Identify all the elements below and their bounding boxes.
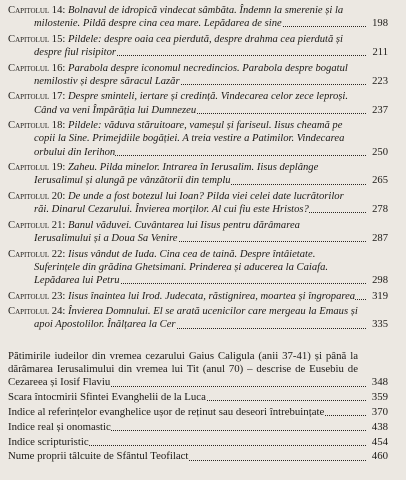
page-number: 319 [372,290,388,302]
toc-entry-appendix[interactable] [8,436,388,449]
page-number: 211 [372,47,388,58]
chapter-title: Învierea Domnului. El se arată ucenicilor care mergeau la Emaus și apoi Apostolilor. Înălțarea la Cer [34,306,358,331]
page-number: 298 [372,274,388,286]
toc-entry-chapter-20[interactable] [8,190,388,216]
chapter-title: Bolnavul de idropică vindecat sâmbăta. Îndemn la smerenie și la milostenie. Pildă despre cina cea mare. Lepădarea de sine [34,5,344,30]
appendix-title: Indice al referințelor evanghelice ușor de reținut sau deseori întrebuințate [8,406,325,418]
appendix-title: Scara întocmirii Sfintei Evanghelii de la Luca [8,391,206,404]
chapter-title: Parabola despre iconomul necredincios. Parabola despre bogatul nemilostiv și despre săracul Lazăr [34,62,348,87]
page-number: 250 [372,146,388,158]
toc-entry-chapter-24[interactable] [8,305,388,331]
page-number: 460 [371,450,388,463]
toc-entry-appendix[interactable] [8,350,388,390]
toc-entry-chapter-15[interactable] [8,33,388,59]
page-number: 438 [371,420,388,433]
chapter-label: Capitolul 20: [8,190,66,202]
toc-entry-chapter-14[interactable] [8,4,388,30]
chapter-title: Zaheu. Pilda minelor. Intrarea în Ierusalim. Iisus deplânge Ierusalimul și alungă pe vânzătorii din templu [34,162,319,187]
appendix-toc [8,350,388,465]
appendix-title: Pătimirile iudeilor din vremea cezarului Gaius Caligula (anii 37-41) și până la dărâmarea Ierusalimului din vremea lui Tit (anul 70) – descrise de Eusebiu de Cezareea și Iosif Flaviu [8,350,358,389]
chapter-title: De unde a fost botezul lui Ioan? Pilda viei celei date lucrătorilor răi. Dinarul Cezarului. Învierea morților. Al cui fiu este Hristos? [34,190,344,216]
chapter-label: Capitolul 19: [8,162,66,174]
page-number: 198 [372,18,388,30]
chapter-toc [8,4,388,334]
toc-entry-chapter-23[interactable] [8,290,388,303]
page-number: 348 [371,376,388,389]
page-number: 278 [372,204,388,216]
page-number: 265 [372,175,388,187]
page-number: 370 [371,406,388,418]
chapter-title: Despre sminteli, iertare și credință. Vindecarea celor zece leproși. Când va veni Împărăția lui Dumnezeu [34,91,348,116]
chapter-title: Banul văduvei. Cuvântarea lui Iisus pentru dărâmarea Ierusalimului și a Doua Sa Venire [34,219,300,244]
toc-entry-appendix[interactable] [8,391,388,404]
chapter-label: Capitolul 22: [8,248,66,260]
toc-entry-chapter-22[interactable] [8,248,388,288]
toc-entry-chapter-19[interactable] [8,161,388,187]
page-number: 287 [372,232,388,244]
chapter-label: Capitolul 24: [8,306,66,318]
chapter-label: Capitolul 15: [8,33,66,45]
page-number: 335 [372,319,388,331]
appendix-title: Nume proprii tâlcuite de Sfântul Teofilact [8,450,189,463]
chapter-label: Capitolul 21: [8,219,66,231]
page-number: 237 [372,104,388,116]
toc-entry-chapter-21[interactable] [8,219,388,245]
toc-entry-chapter-16[interactable] [8,62,388,88]
toc-entry-appendix[interactable] [8,421,388,434]
toc-entry-appendix[interactable] [8,450,388,463]
chapter-title: Pildele: despre oaia cea pierdută, despre drahma cea pierdută și despre fiul risipitor [34,33,343,58]
page-number: 359 [371,391,388,404]
page-number: 454 [371,435,388,448]
chapter-title: Iisus vândut de Iuda. Cina cea de taină. Despre întâietate. Suferințele din grădina Ghetsimani. Prinderea și aducerea la Caiafa. Lepădarea lui Petru [34,248,329,286]
page-number: 223 [372,75,388,87]
chapter-label: Capitolul 17: [8,91,66,103]
appendix-title: Indice scripturistic [8,435,89,448]
chapter-title: Iisus înaintea lui Irod. Judecata, răstignirea, moartea și îngroparea [68,290,356,302]
appendix-title: Indice real și onomastic [8,420,111,433]
toc-entry-chapter-18[interactable] [8,119,388,159]
toc-entry-chapter-17[interactable] [8,90,388,116]
chapter-title: Pildele: văduva stăruitoare, vameșul și fariseul. Iisus cheamă pe copii la Sine. Primejdiile bogăției. A treia vestire a Patimilor. Vindecarea orbului din Ierihon [34,120,345,158]
toc-entry-appendix[interactable] [8,406,388,419]
chapter-label: Capitolul 14: [8,5,66,16]
chapter-label: Capitolul 18: [8,120,66,132]
chapter-label: Capitolul 16: [8,62,66,74]
chapter-label: Capitolul 23: [8,290,66,302]
